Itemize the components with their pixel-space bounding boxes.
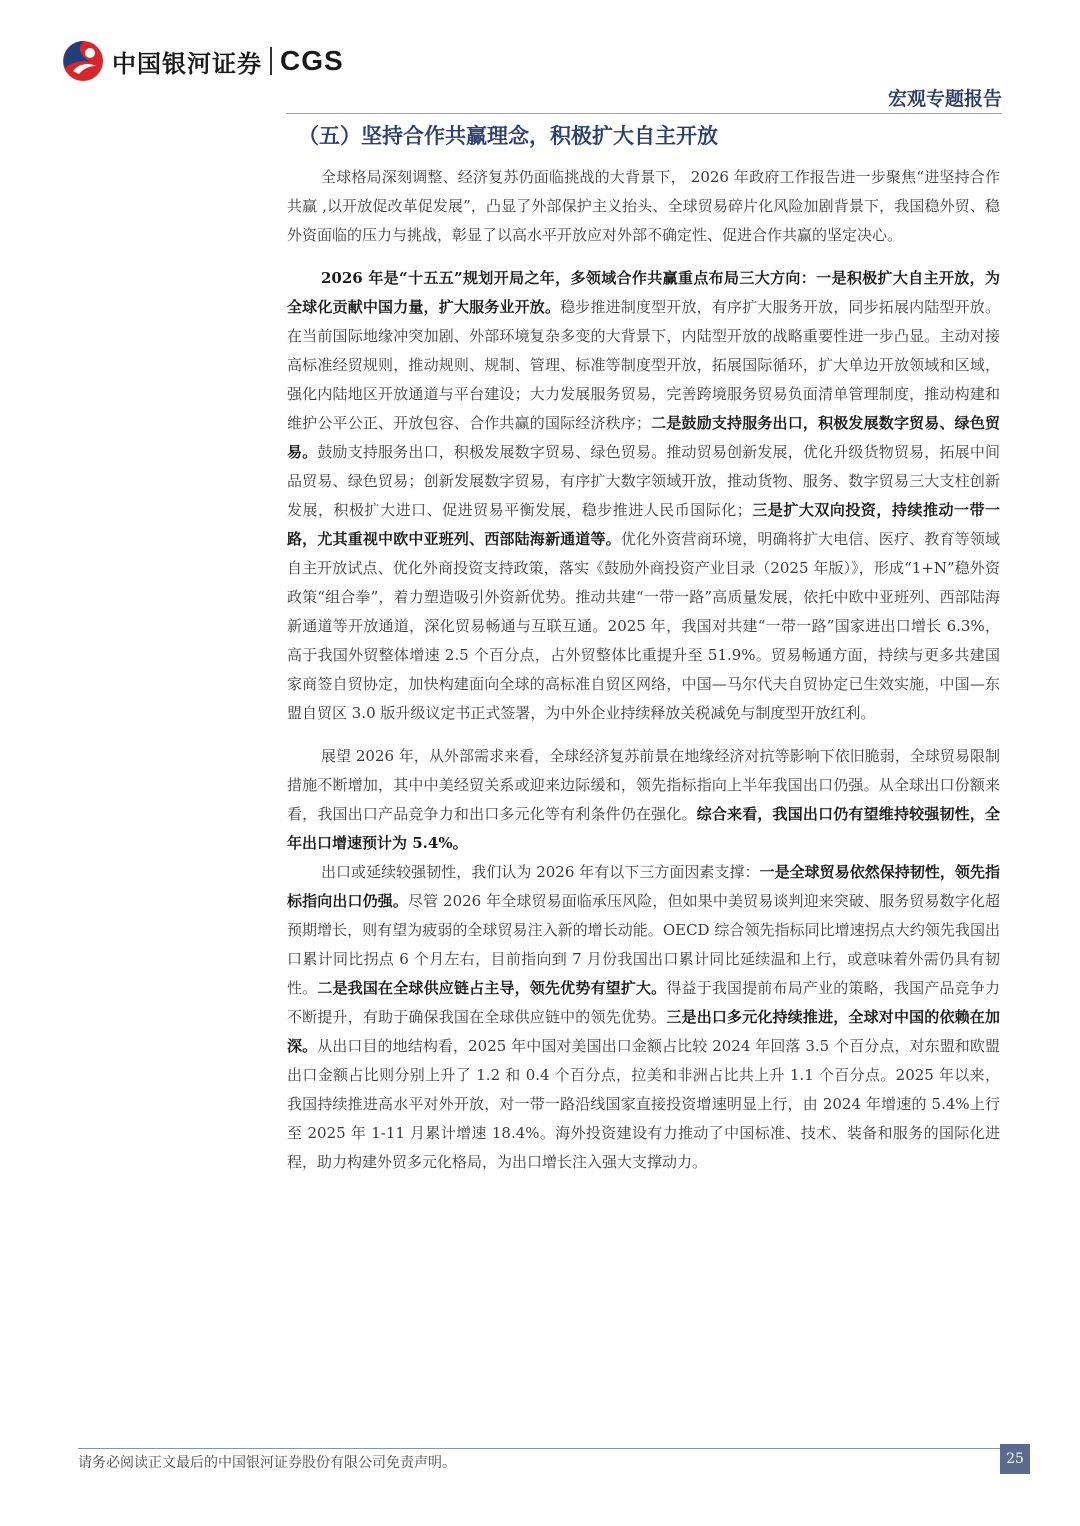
text-segment: 出口或延续较强韧性，我们认为 2026 年有以下三方面因素支撑： xyxy=(321,863,760,881)
text-segment: 得益于我国提前布局产业的策略，我国产品竞争力不断提升，有助于确保我国在全球供应链中的领先优势。 xyxy=(287,979,1000,1026)
page-number-badge: 25 xyxy=(1000,1444,1030,1474)
disclaimer-text: 请务必阅读正文最后的中国银河证券股份有限公司免责声明。 xyxy=(78,1455,456,1471)
body-paragraph xyxy=(287,858,1000,1177)
body-paragraph xyxy=(287,264,1000,728)
text-segment: 从出口目的地结构看，2025 年中国对美国出口金额占比较 2024 年回落 3.5 个百分点，对东盟和欧盟出口金额占比则分别上升了 1.2 和 0.4 个百分点，拉美和非洲占比共上升 1.1 个百分点。2025 年以来，我国持续推进高水平对外开放，对一带一路沿线国家直接投资增速明显上行，由 2024 年增速的 5.4%上行至 2025 年 1-11 月累计增速 18.4%。海外投资建设有力推动了中国标准、技术、装备和服务的国际化进程，助力构建外贸多元化格局，为出口增长注入强大支撑动力。 xyxy=(287,1037,1000,1171)
bold-text-segment: 三是出口多元化持续推进，全球对中国的依赖在加深。 xyxy=(287,1008,1000,1055)
header-divider xyxy=(286,113,1002,114)
bold-text-segment: 二是鼓励支持服务出口，积极发展数字贸易、绿色贸易。 xyxy=(287,414,1000,461)
text-segment: 优化外资营商环境，明确将扩大电信、医疗、教育等领域自主开放试点、优化外商投资支持政策，落实《鼓励外商投资产业目录（2025 年版）》，形成“1+N”稳外资政策“组合拳”，着力塑造吸引外资新优势。推动共建“一带一路”高质量发展，依托中欧中亚班列、西部陆海新通道等开放通道，深化贸易畅通与互联互通。2025 年，我国对共建“一带一路”国家进出口增长 6.3%，高于我国外贸整体增速 2.5 个百分点，占外贸整体比重提升至 51.9%。贸易畅通方面，持续与更多共建国家商签自贸协定，加快构建面向全球的高标准自贸区网络，中国—马尔代夫自贸协定已生效实施，中国—东盟自贸区 3.0 版升级议定书正式签署，为中外企业持续释放关税减免与制度型开放红利。 xyxy=(287,530,1000,722)
report-type-label: 宏观专题报告 xyxy=(887,88,1002,110)
text-segment: 展望 2026 年，从外部需求来看，全球经济复苏前景在地缘经济对抗等影响下依旧脆弱，全球贸易限制措施不断增加，其中中美经贸关系或迎来边际缓和，领先指标指向上半年我国出口仍强。从全球出口份额来看，我国出口产品竞争力和出口多元化等有利条件仍在强化。 xyxy=(287,747,1000,823)
logo-english-name: CGS xyxy=(280,45,344,76)
footer-divider xyxy=(78,1448,1028,1449)
company-logo xyxy=(62,40,344,82)
logo-divider xyxy=(270,47,272,75)
bold-text-segment: 一是全球贸易依然保持韧性，领先指标指向出口仍强。 xyxy=(287,863,1000,910)
logo-chinese-name: 中国银河证券 xyxy=(112,49,262,78)
bold-text-segment: 二是我国在全球供应链占主导，领先优势有望扩大。 xyxy=(317,979,667,997)
section-title: （五）坚持合作共赢理念，积极扩大自主开放 xyxy=(298,123,718,148)
bold-text-segment: 三是扩大双向投资，持续推动一带一路，尤其重视中欧中亚班列、西部陆海新通道等。 xyxy=(287,501,1000,548)
text-segment: 尽管 2026 年全球贸易面临承压风险，但如果中美贸易谈判迎来突破、服务贸易数字化超预期增长，则有望为疲弱的全球贸易注入新的增长动能。OECD 综合领先指标同比增速拐点大约领先我国出口累计同比拐点 6 个月左右，目前指向到 7 月份我国出口累计同比延续温和上行，或意味着外需仍具有韧性。 xyxy=(287,892,1000,997)
bold-text-segment: 2026 年是“十五五”规划开局之年，多领域合作共赢重点布局三大方向：一是积极扩大自主开放，为全球化贡献中国力量，扩大服务业开放。 xyxy=(287,269,1000,316)
body-paragraph xyxy=(287,742,1000,858)
body-content xyxy=(287,163,1000,1177)
text-segment: 全球格局深刻调整、经济复苏仍面临挑战的大背景下， 2026 年政府工作报告进一步聚焦“进坚持合作共赢 ,以开放促改革促发展”，凸显了外部保护主义抬头、全球贸易碎片化风险加剧背景下，我国稳外贸、稳外资面临的压力与挑战，彰显了以高水平开放应对外部不确定性、促进合作共赢的坚定决心。 xyxy=(287,168,1000,244)
text-segment: 鼓励支持服务出口，积极发展数字贸易、绿色贸易。推动贸易创新发展，优化升级货物贸易，拓展中间品贸易、绿色贸易；创新发展数字贸易，有序扩大数字领域开放，推动货物、服务、数字贸易三大支柱创新发展，积极扩大进口、促进贸易平衡发展，稳步推进人民币国际化； xyxy=(287,443,1000,519)
body-paragraph xyxy=(287,163,1000,250)
text-segment: 稳步推进制度型开放，有序扩大服务开放，同步拓展内陆型开放。在当前国际地缘冲突加剧、外部环境复杂多变的大背景下，内陆型开放的战略重要性进一步凸显。主动对接高标准经贸规则，推动规则、规制、管理、标准等制度型开放，拓展国际循环，扩大单边开放领域和区域，强化内陆地区开放通道与平台建设；大力发展服务贸易，完善跨境服务贸易负面清单管理制度，推动构建和维护公平公正、开放包容、合作共赢的国际经济秩序； xyxy=(287,298,1000,432)
bold-text-segment: 综合来看，我国出口仍有望维持较强韧性，全年出口增速预计为 5.4%。 xyxy=(287,805,1000,852)
cgs-logo-icon xyxy=(62,40,104,82)
